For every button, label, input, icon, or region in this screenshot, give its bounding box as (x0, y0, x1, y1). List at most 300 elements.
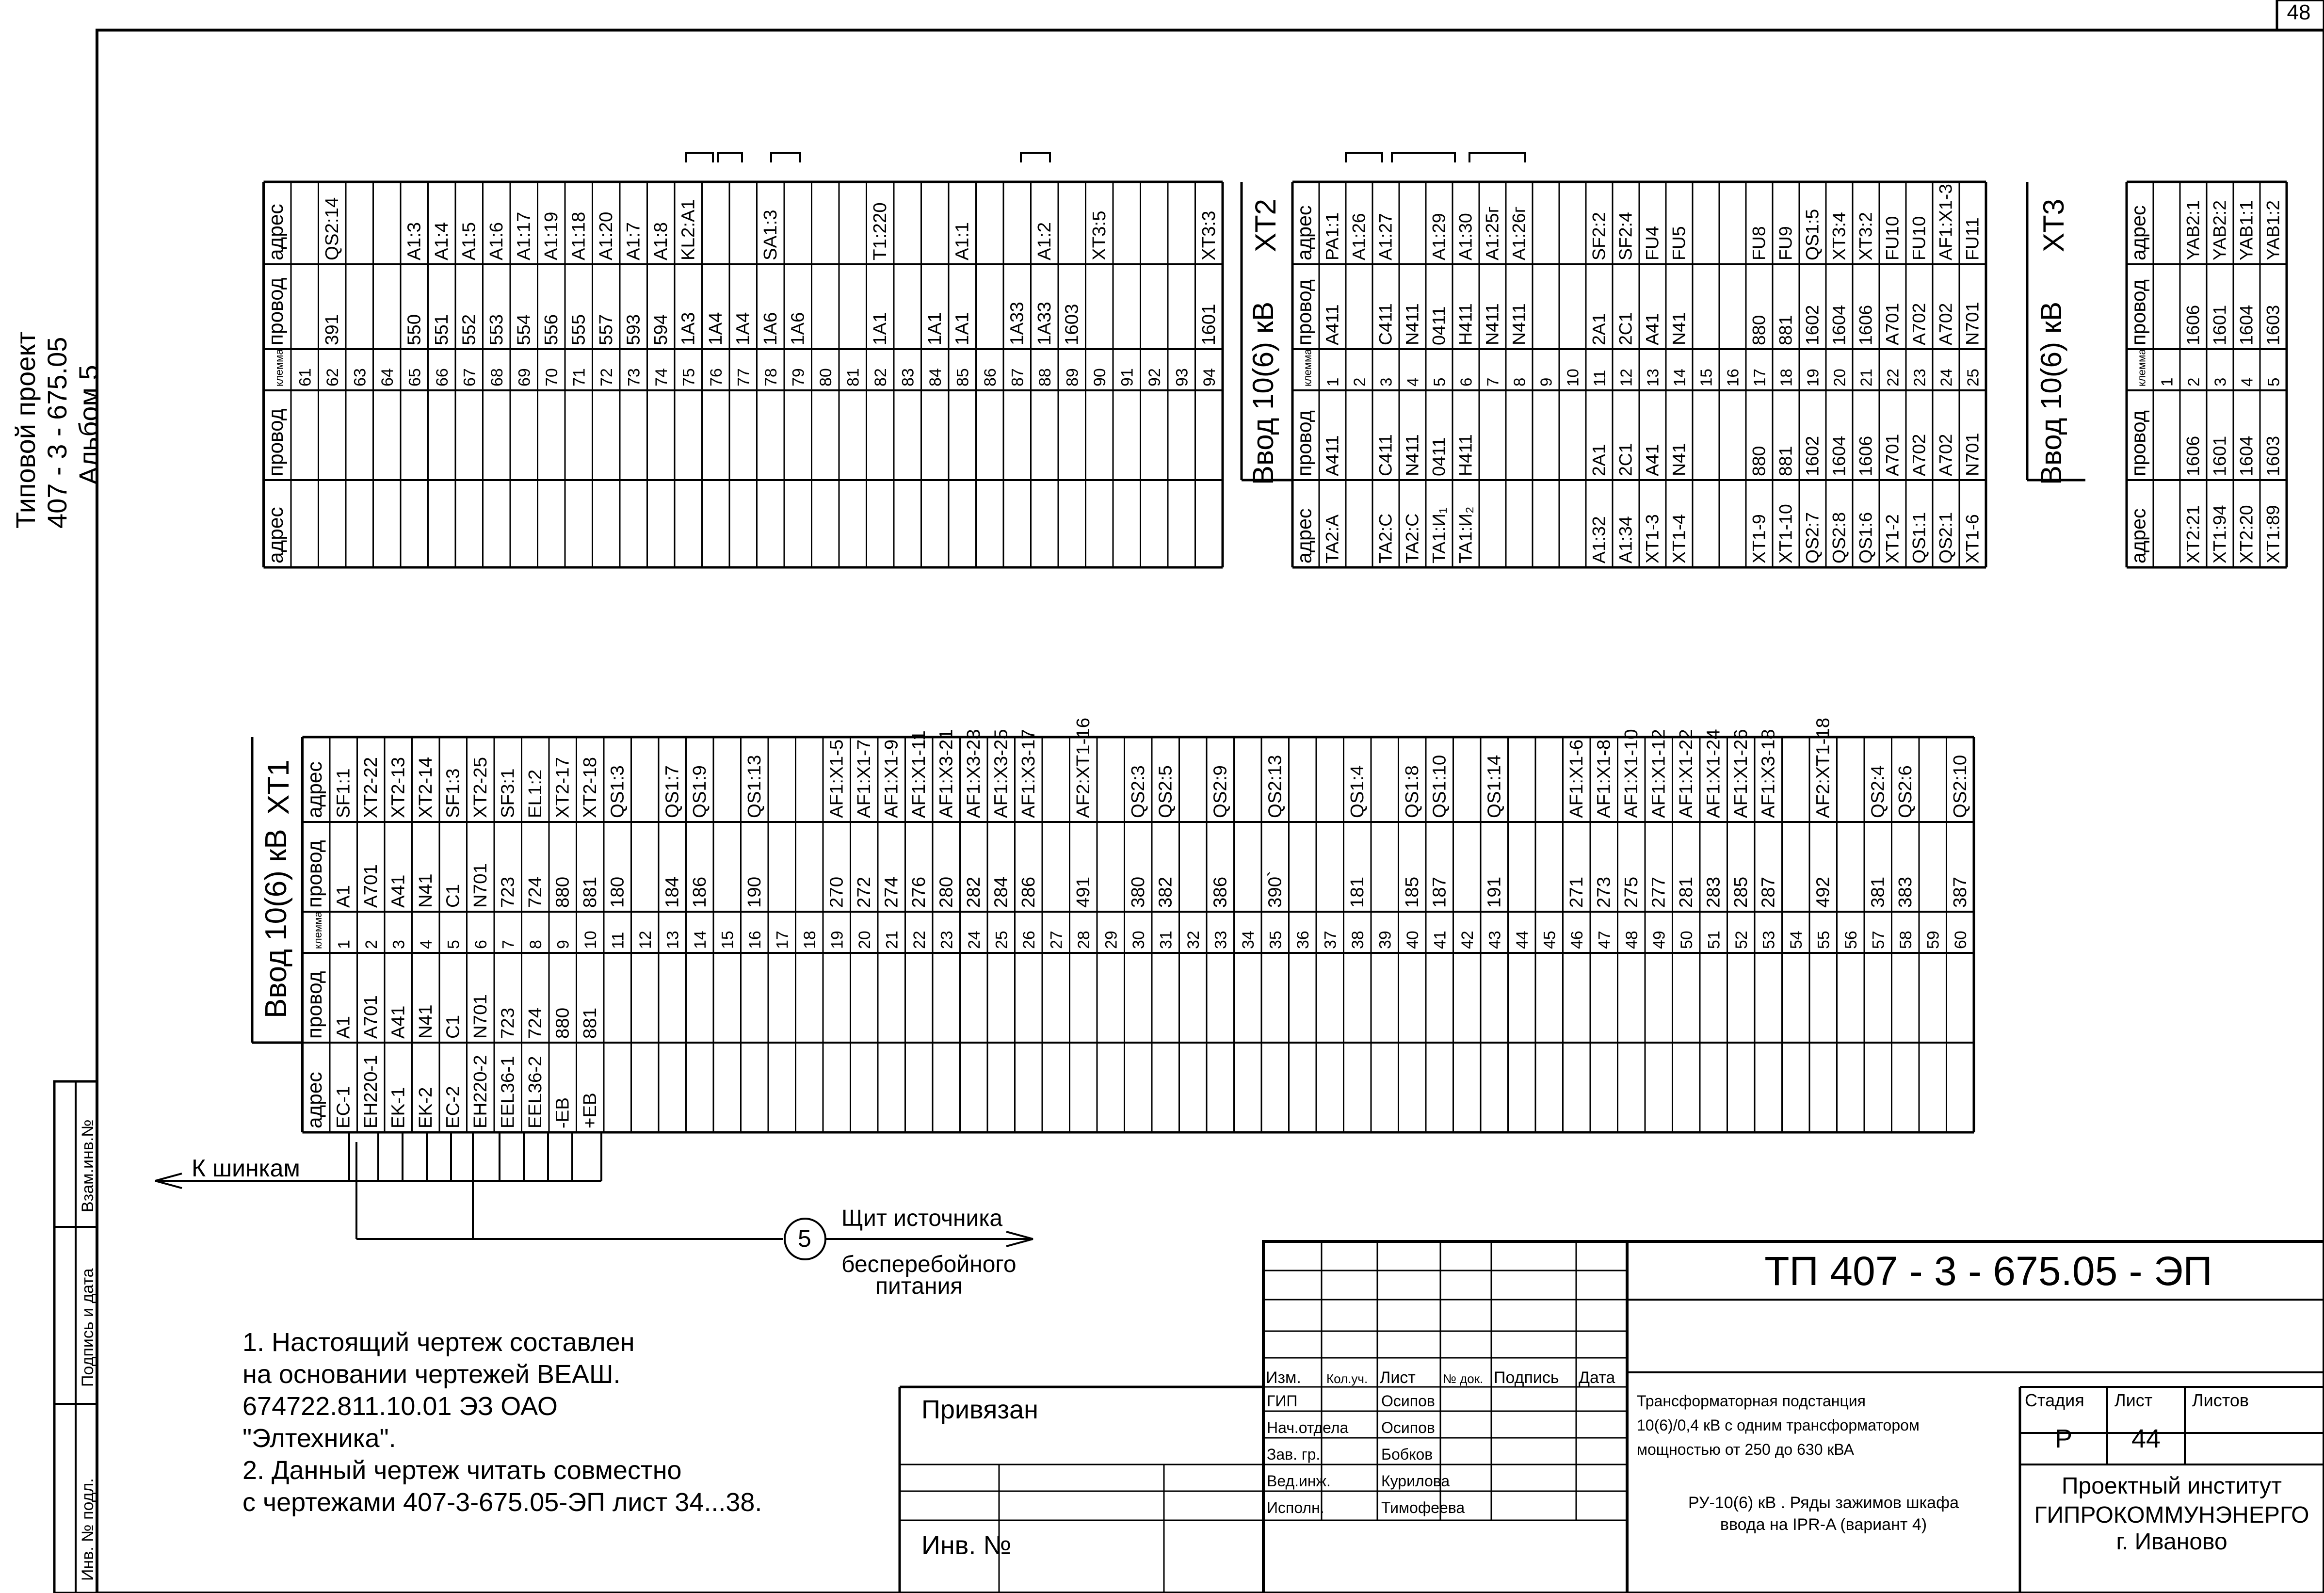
org-line-1: Проектный институт (2062, 1473, 2282, 1499)
terminal-cell: XT2:21 (2182, 505, 2203, 563)
terminal-cell: 1A4 (705, 312, 726, 345)
terminal-cell: A1:34 (1615, 516, 1636, 563)
terminal-cell: 35 (1266, 931, 1285, 949)
terminal-cell: QS2:4 (1867, 765, 1888, 818)
terminal-cell: 44 (1513, 931, 1532, 949)
terminal-cell: 19 (828, 931, 847, 949)
terminal-cell: 1A4 (732, 312, 754, 345)
terminal-cell: 287 (1758, 876, 1779, 908)
stamp-column-header: Кол.уч. (1326, 1371, 1368, 1386)
terminal-cell: 8 (1510, 377, 1529, 386)
terminal-cell: QS1:13 (744, 755, 765, 818)
terminal-cell: A411 (1322, 304, 1342, 345)
terminal-cell: 880 (1748, 315, 1769, 345)
terminal-cell: C1 (442, 1014, 464, 1039)
terminal-cell: FU9 (1775, 226, 1796, 260)
stamp-role: ГИП (1267, 1392, 1298, 1410)
terminal-cell: 2C1 (1615, 312, 1636, 345)
terminal-cell: 382 (1155, 876, 1176, 908)
object-line-2: 10(6)/0,4 кВ с одним трансформатором (1637, 1416, 1920, 1434)
terminal-cell: 3 (2211, 377, 2229, 386)
terminal-cell: 73 (625, 368, 644, 386)
terminal-cell: 554 (513, 314, 534, 345)
terminal-cell: QS2:13 (1264, 755, 1286, 818)
terminal-cell: 1604 (2236, 305, 2257, 345)
terminal-cell: YAB1:2 (2262, 200, 2283, 260)
document-code: ТП 407 - 3 - 675.05 - ЭП (1764, 1248, 2212, 1294)
terminal-cell: 380 (1128, 876, 1149, 908)
terminal-cell: XT2-25 (470, 757, 491, 818)
terminal-cell: 184 (662, 876, 683, 908)
terminal-cell: FU10 (1882, 216, 1903, 260)
terminal-cell: 20 (855, 931, 874, 949)
terminal-cell: N411 (1482, 303, 1502, 345)
terminal-cell: XT3:3 (1198, 210, 1220, 260)
terminal-cell: 54 (1787, 931, 1806, 949)
terminal-cell: 1606 (1855, 435, 1876, 476)
object-line-3: мощностью от 250 до 630 кВА (1637, 1441, 1854, 1458)
terminal-cell: 5 (2264, 377, 2283, 386)
terminal-cell: XT2-14 (415, 757, 436, 818)
terminal-cell: A41 (387, 1005, 409, 1039)
terminal-cell: 180 (607, 876, 628, 908)
terminal-cell: QS1:4 (1347, 765, 1368, 818)
terminal-cell: 181 (1347, 876, 1368, 908)
terminal-cell: 53 (1759, 931, 1778, 949)
terminal-cell: XT2-13 (387, 757, 409, 818)
terminal-cell: 18 (1777, 369, 1795, 386)
terminal-cell: 2A1 (1588, 313, 1609, 345)
terminal-cell: TA1:И₁ (1428, 507, 1449, 563)
terminal-cell: 2C1 (1615, 443, 1636, 476)
terminal-cell: AF1:X1-24 (1703, 729, 1724, 818)
terminal-cell: 0411 (1428, 306, 1449, 345)
terminal-cell: 85 (953, 368, 972, 386)
sheet-title-2: ввода на IPR-A (вариант 4) (1720, 1515, 1927, 1534)
terminal-cell: 1A6 (760, 312, 781, 345)
terminal-cell: A1 (333, 885, 354, 908)
terminal-cell: A1 (333, 1016, 354, 1039)
terminal-cell: 62 (323, 368, 342, 386)
terminal-cell: A1:2 (1034, 222, 1055, 260)
terminal-cell: A1:3 (403, 222, 425, 260)
terminal-cell: 1A1 (924, 312, 946, 345)
terminal-cell: 81 (844, 368, 863, 386)
stamp-role: Нач.отдела (1267, 1419, 1349, 1436)
terminal-cell: 6 (472, 940, 491, 949)
terminal-cell: 58 (1897, 931, 1916, 949)
terminal-cell: SF2:2 (1588, 212, 1609, 260)
terminal-cell: SF2:4 (1615, 212, 1636, 260)
column-header: клемма (2135, 349, 2148, 386)
terminal-cell: 2A1 (1588, 444, 1609, 476)
terminal-cell: 186 (689, 876, 710, 908)
terminal-cell: N411 (1508, 303, 1529, 345)
margin-label-inv: Инв. № подл. (79, 1478, 97, 1581)
terminal-cell: 57 (1869, 931, 1888, 949)
terminal-cell: A1:18 (568, 211, 589, 260)
terminal-cell: 553 (486, 314, 507, 345)
terminal-cell: 16 (1724, 369, 1742, 386)
column-header: клемма (273, 349, 286, 386)
terminal-cell: 19 (1804, 369, 1822, 386)
column-header: провод (264, 277, 288, 345)
terminal-cell: 881 (1775, 446, 1796, 476)
terminal-cell: 724 (525, 1007, 546, 1039)
terminal-cell: EL1:2 (525, 769, 546, 818)
terminal-cell: 39 (1376, 931, 1395, 949)
terminal-cell: AF1:X1-10 (1621, 729, 1642, 818)
terminal-cell: 75 (679, 368, 698, 386)
terminal-cell: 383 (1895, 876, 1916, 908)
terminal-cell: 40 (1404, 931, 1422, 949)
terminal-cell: C411 (1375, 303, 1396, 345)
terminal-cell: 67 (460, 368, 479, 386)
column-header: клемма (312, 911, 324, 949)
terminal-cell: N701 (470, 994, 491, 1039)
column-header: провод (303, 840, 326, 908)
terminal-cell: 492 (1812, 876, 1834, 908)
terminal-cell: FU4 (1642, 226, 1662, 260)
terminal-cell: A41 (1642, 313, 1662, 345)
to-buses-label: К шинкам (192, 1155, 300, 1182)
terminal-cell: 880 (552, 876, 573, 908)
xt2-title: Ввод 10(6) кВ (1247, 302, 1279, 485)
terminal-cell: XT1-9 (1748, 514, 1769, 563)
terminal-cell: A1:26 (1348, 213, 1369, 260)
terminal-cell: 23 (937, 931, 956, 949)
terminal-cell: QS2:7 (1802, 512, 1823, 563)
terminal-cell: FU5 (1668, 226, 1689, 260)
terminal-cell: EH220-1 (360, 1055, 382, 1128)
terminal-cell: A701 (1882, 303, 1903, 345)
terminal-cell: N41 (1668, 443, 1689, 476)
stamp-role: Зав. гр. (1267, 1446, 1321, 1463)
terminal-cell: 71 (570, 368, 589, 386)
terminal-cell: A701 (360, 864, 382, 908)
terminal-cell: A1:17 (513, 211, 534, 260)
terminal-cell: 93 (1173, 368, 1192, 386)
terminal-cell: 1A1 (870, 312, 891, 345)
terminal-cell: 77 (734, 368, 753, 386)
xt1-strip-label: XT1 (262, 759, 295, 815)
terminal-cell: AF1:X1-6 (1566, 739, 1587, 818)
terminal-cell: 1604 (1828, 305, 1849, 345)
title-block (900, 1241, 2324, 1593)
terminal-cell: 2 (2184, 377, 2203, 386)
terminal-cell: YAB2:1 (2182, 200, 2203, 260)
terminal-cell: A1:25г (1482, 206, 1502, 260)
terminal-cell: 282 (963, 876, 984, 908)
terminal-cell: 275 (1621, 876, 1642, 908)
terminal-cell: XT1-10 (1775, 504, 1796, 563)
terminal-cell: 94 (1200, 368, 1219, 386)
terminal-cell: EK-2 (415, 1087, 436, 1128)
terminal-cell: XT1-3 (1642, 514, 1662, 563)
terminal-cell: 1606 (2182, 435, 2203, 476)
stamp-column-header: Дата (1579, 1368, 1615, 1387)
terminal-cell: AF1:X1-5 (826, 739, 847, 818)
sheet-title-1: РУ-10(6) кВ . Ряды зажимов шкафа (1688, 1494, 1959, 1512)
terminal-cell: AF1:X1-22 (1676, 729, 1697, 818)
terminal-cell: TA1:И₂ (1455, 506, 1476, 563)
terminal-cell: 56 (1842, 931, 1861, 949)
column-header: провод (264, 408, 288, 476)
terminal-cell: 55 (1814, 931, 1833, 949)
terminal-cell: FU11 (1962, 217, 1983, 260)
terminal-cell: A701 (360, 995, 382, 1039)
terminal-cell: 72 (597, 368, 616, 386)
terminal-cell: 23 (1910, 369, 1929, 386)
terminal-cell: 63 (351, 368, 370, 386)
terminal-cell: AF2:XT1-16 (1073, 717, 1094, 818)
terminal-cell: 1606 (2182, 305, 2203, 345)
column-header: адрес (264, 204, 288, 260)
terminal-cell: 491 (1073, 876, 1094, 908)
terminal-cell: QS1:10 (1429, 755, 1450, 818)
terminal-cell: 25 (992, 931, 1011, 949)
terminal-cell: A1:4 (431, 222, 452, 260)
terminal-cell: 38 (1349, 931, 1368, 949)
column-header: провод (2127, 279, 2150, 345)
terminal-cell: TA2:C (1375, 513, 1396, 563)
terminal-cell: EC-2 (442, 1086, 464, 1128)
terminal-cell: 34 (1239, 931, 1258, 949)
terminal-cell: 387 (1950, 876, 1971, 908)
terminal-cell: 20 (1830, 369, 1849, 386)
terminal-cell: 284 (990, 876, 1012, 908)
terminal-cell: 87 (1008, 368, 1027, 386)
terminal-cell: 32 (1184, 931, 1203, 949)
terminal-cell: 60 (1952, 931, 1970, 949)
column-header: адрес (2127, 205, 2150, 260)
terminal-cell: 556 (541, 314, 562, 345)
terminal-cell: A702 (1935, 434, 1956, 476)
terminal-cell: A1:1 (952, 222, 973, 260)
terminal-cell: 7 (1484, 377, 1502, 386)
stamp-column-header: № док. (1443, 1371, 1484, 1386)
terminal-cell: C411 (1375, 434, 1396, 476)
terminal-cell: QS2:6 (1895, 765, 1916, 818)
terminal-cell: 51 (1705, 931, 1724, 949)
terminal-cell: 68 (488, 368, 507, 386)
terminal-cell: 3 (1377, 377, 1395, 386)
terminal-cell: A1:26г (1508, 206, 1529, 260)
terminal-cell: 14 (691, 931, 710, 949)
terminal-cell: 880 (552, 1007, 573, 1039)
terminal-cell: 31 (1157, 931, 1176, 949)
terminal-cell: 273 (1593, 876, 1614, 908)
terminal-cell: 1 (1323, 377, 1342, 386)
terminal-cell: 271 (1566, 876, 1587, 908)
terminal-cell: +EB (580, 1093, 601, 1128)
terminal-cell: AF1:X3-21 (936, 729, 957, 818)
terminal-cell: FU8 (1748, 226, 1769, 260)
stamp-column-header: Изм. (1266, 1368, 1301, 1387)
terminal-cell: YAB1:1 (2236, 200, 2257, 260)
side-title-line-3: Альбом 5 (73, 365, 104, 485)
ups-label-1: Щит источника (841, 1206, 1003, 1231)
terminal-cell: 557 (596, 314, 617, 345)
terminal-cell: 37 (1321, 931, 1340, 949)
terminal-cell: PA1:1 (1322, 212, 1342, 260)
terminal-cell: 43 (1485, 931, 1504, 949)
terminal-cell: 91 (1118, 368, 1137, 386)
terminal-cell: XT3:2 (1855, 212, 1876, 260)
xt3-strip-label: XT3 (2037, 198, 2070, 252)
terminal-cell: 270 (826, 876, 847, 908)
terminal-cell: N41 (415, 873, 436, 908)
terminal-cell: 5 (444, 940, 463, 949)
terminal-cell: 11 (609, 932, 628, 949)
terminal-cell: 274 (881, 876, 902, 908)
terminal-cell: 33 (1211, 931, 1230, 949)
terminal-cell: A1:6 (486, 222, 507, 260)
terminal-cell: 187 (1429, 876, 1450, 908)
terminal-cell: 22 (910, 931, 929, 949)
terminal-cell: 881 (1775, 315, 1796, 345)
column-header: адрес (2127, 508, 2150, 563)
terminal-cell: 82 (872, 368, 890, 386)
terminal-cell: N41 (1668, 312, 1689, 345)
terminal-cell: A1:8 (650, 222, 672, 260)
terminal-cell: 4 (2238, 377, 2256, 386)
terminal-cell: N41 (415, 1004, 436, 1039)
terminal-cell: 90 (1091, 368, 1110, 386)
xt2-strip (1242, 182, 1986, 567)
sheet-number-box (2277, 0, 2324, 30)
inventory-label: Инв. № (921, 1531, 1012, 1560)
terminal-cell: 8 (527, 940, 546, 949)
terminal-cell: 1A33 (1034, 302, 1055, 345)
terminal-cell: 593 (623, 314, 644, 345)
terminal-cell: AF1:X1-11 (908, 730, 930, 818)
terminal-cell: A1:29 (1428, 213, 1449, 260)
stamp-person: Осипов (1381, 1392, 1435, 1410)
terminal-cell: 2 (1350, 377, 1369, 386)
terminal-cell: A702 (1908, 303, 1929, 345)
terminal-cell: 9 (554, 940, 573, 949)
terminal-cell: QS2:1 (1935, 512, 1956, 563)
terminal-cell: 28 (1075, 931, 1094, 949)
terminal-cell: T1:220 (870, 202, 891, 260)
terminal-cell: 12 (1617, 369, 1635, 386)
terminal-cell: 92 (1146, 368, 1164, 386)
terminal-cell: 1603 (2262, 305, 2283, 345)
terminal-cell: 88 (1036, 368, 1055, 386)
terminal-cell: N701 (470, 863, 491, 908)
terminal-cell: XT2-17 (552, 757, 573, 818)
terminal-cell: AF1:X3-18 (1758, 729, 1779, 818)
terminal-cell: QS1:1 (1908, 512, 1929, 563)
terminal-cell: A1:19 (541, 211, 562, 260)
terminal-cell: 276 (908, 876, 930, 908)
terminal-cell: 15 (1697, 369, 1715, 386)
terminal-cell: AF1:X1-7 (854, 739, 875, 818)
column-header: адрес (303, 761, 326, 818)
terminal-cell: 0411 (1428, 437, 1449, 476)
terminal-cell: A1:30 (1455, 213, 1476, 260)
terminal-cell: 52 (1732, 931, 1751, 949)
terminal-cell: 723 (497, 1007, 518, 1039)
terminal-cell: SF1:3 (442, 768, 464, 818)
terminal-cell: 61 (296, 368, 315, 386)
terminal-cell: 1602 (1802, 305, 1823, 345)
terminal-cell: H411 (1455, 434, 1476, 476)
terminal-cell: 46 (1568, 931, 1587, 949)
terminal-cell: XT3:4 (1828, 212, 1849, 260)
sheet-label: Лист (2114, 1390, 2153, 1410)
terminal-cell: 86 (981, 368, 1000, 386)
terminal-cell: XT2:20 (2236, 505, 2257, 563)
terminal-cell: 381 (1867, 876, 1888, 908)
terminal-cell: FU10 (1908, 216, 1929, 260)
column-header: провод (303, 971, 326, 1039)
terminal-tables (252, 182, 2287, 1132)
terminal-cell: QS1:8 (1402, 765, 1423, 818)
terminal-cell: EEL36-1 (497, 1056, 518, 1128)
terminal-cell: A1:5 (458, 222, 480, 260)
terminal-cell: AF1:X1-26 (1730, 729, 1752, 818)
terminal-cell: 881 (580, 1007, 601, 1039)
terminal-cell: A702 (1935, 303, 1956, 345)
xt3-strip (2027, 182, 2287, 567)
terminal-cell: 550 (403, 314, 425, 345)
terminal-cell: 83 (899, 368, 918, 386)
terminal-cell: 386 (1210, 876, 1231, 908)
terminal-cell: 594 (650, 314, 672, 345)
terminal-cell: 50 (1678, 931, 1696, 949)
object-line-1: Трансформаторная подстанция (1637, 1392, 1866, 1410)
terminal-cell: C1 (442, 884, 464, 908)
terminal-cell: 555 (568, 314, 589, 345)
column-header: клемма (1301, 349, 1314, 386)
terminal-cell: 1604 (2236, 435, 2257, 476)
terminal-cell: 1A3 (678, 312, 699, 345)
terminal-cell: 13 (663, 931, 682, 949)
terminal-cell: 16 (746, 931, 765, 949)
terminal-cell: 1602 (1802, 435, 1823, 476)
terminal-cell: 18 (801, 931, 820, 949)
terminal-cell: 69 (515, 368, 534, 386)
terminal-cell: 281 (1676, 876, 1697, 908)
terminal-cell: 59 (1924, 931, 1943, 949)
terminal-cell: 76 (707, 368, 726, 386)
terminal-cell: N411 (1402, 434, 1422, 476)
terminal-cell: 272 (854, 876, 875, 908)
terminal-cell: 36 (1294, 931, 1313, 949)
terminal-cell: 79 (789, 368, 808, 386)
terminal-cell: 64 (378, 368, 397, 386)
terminal-cell: 29 (1102, 931, 1121, 949)
terminal-cell: 17 (1750, 369, 1769, 386)
terminal-cell: 7 (499, 940, 518, 949)
terminal-cell: QS2:10 (1950, 755, 1971, 818)
terminal-cell: 552 (458, 314, 480, 345)
xt2-strip-label: XT2 (1249, 198, 1282, 252)
side-title-line-2: 407 - 3 - 675.05 (42, 337, 72, 529)
terminal-cell: 4 (1404, 377, 1422, 386)
terminal-cell: EH220-2 (470, 1055, 491, 1128)
xt1-continuation-strip (264, 182, 1223, 567)
terminal-cell: 15 (718, 931, 737, 949)
terminal-cell: SF1:1 (333, 768, 354, 818)
terminal-cell: TA2:A (1322, 514, 1342, 563)
terminal-cell: 1604 (1828, 435, 1849, 476)
terminal-cell: 25 (1964, 369, 1982, 386)
xt3-title: Ввод 10(6) кВ (2035, 302, 2067, 485)
column-header: адрес (1293, 508, 1316, 563)
